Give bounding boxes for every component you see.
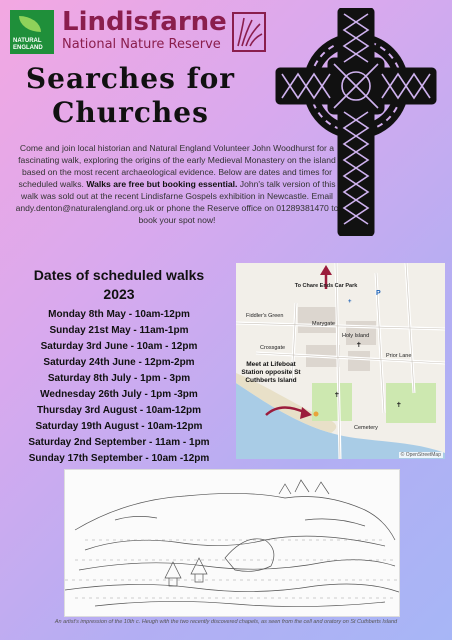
intro-paragraph (12, 142, 342, 226)
svg-text:+: + (348, 299, 352, 305)
page-title (18, 62, 243, 130)
svg-text:P: P (376, 290, 381, 297)
reeds-logo-icon (232, 12, 266, 52)
walks-heading-line-2: 2023 (103, 286, 135, 302)
walk-item: Thursday 3rd August - 10am-12pm (36, 405, 202, 416)
walk-item: Sunday 21st May - 11am-1pm (49, 325, 189, 336)
intro-text-part-2: John's talk version of this walk was sold out at the recent Lindisfarne Gospels exhibition in Newcastle. Email andy.denton@naturalengland.org.uk or phone the Reserve office on 01289381470 to book your spot now! (15, 179, 339, 225)
brand-block (62, 7, 237, 53)
natural-england-logo-text: NATURAL ENGLAND (13, 38, 43, 51)
map-place-label: Fiddler's Green (246, 313, 284, 319)
svg-text:✝: ✝ (396, 401, 402, 409)
brand-subtitle: National Nature Reserve (62, 37, 221, 52)
map-place-label: Prior Lane (386, 353, 412, 359)
meeting-point-label: Meet at Lifeboat Station opposite St Cuthberts Island (241, 361, 301, 384)
map-place-label: Crossgate (260, 345, 286, 351)
intro-bold-text: Walks are free but booking essential. (86, 179, 238, 189)
svg-text:✝: ✝ (356, 341, 362, 349)
walk-item: Saturday 2nd September - 11am - 1pm (28, 437, 210, 448)
car-park-label: To Chare Ends Car Park (294, 283, 358, 289)
brand-title: Lindisfarne (62, 7, 227, 37)
natural-england-logo (10, 10, 54, 54)
walk-item: Saturday 19th August - 10am-12pm (35, 421, 203, 432)
leaf-icon (19, 16, 41, 32)
walk-item: Saturday 8th July - 1pm - 3pm (47, 373, 191, 384)
walks-list (8, 307, 230, 467)
walks-heading (8, 266, 230, 304)
walk-item: Monday 8th May - 10am-12pm (48, 309, 190, 320)
walk-item: Saturday 24th June - 12pm-2pm (43, 357, 195, 368)
walks-heading-line-1: Dates of scheduled walks (33, 267, 205, 283)
walk-item: Sunday 17th September - 10am -12pm (28, 453, 210, 464)
svg-text:✝: ✝ (334, 391, 340, 399)
artist-impression-sketch (64, 469, 400, 617)
map-place-label: Cemetery (354, 425, 378, 431)
map-credit: © OpenStreetMap (400, 452, 441, 458)
sketch-caption: An artist's impression of the 10th c. Heugh with the two recently discovered chapels, as seen from the cell and oratory on St Cuthberts Island (54, 619, 398, 625)
walk-item: Saturday 3rd June - 10am - 12pm (40, 341, 198, 352)
location-map (236, 263, 445, 459)
walk-item: Wednesday 26th July - 1pm -3pm (40, 389, 198, 400)
page-title-line-2: Churches (52, 96, 209, 129)
intro-text-part-1: Come and join local historian and Natural England Volunteer John Woodhurst for a fascinating walk, exploring the origins of the early Medieval Monastery on the island based on the most recent archaeological evidence. Below are dates and times for scheduled walks. (18, 143, 336, 189)
page-title-line-1: Searches for (25, 62, 236, 95)
map-place-label: Holy Island (342, 333, 370, 339)
map-place-label: Marygate (312, 321, 335, 327)
